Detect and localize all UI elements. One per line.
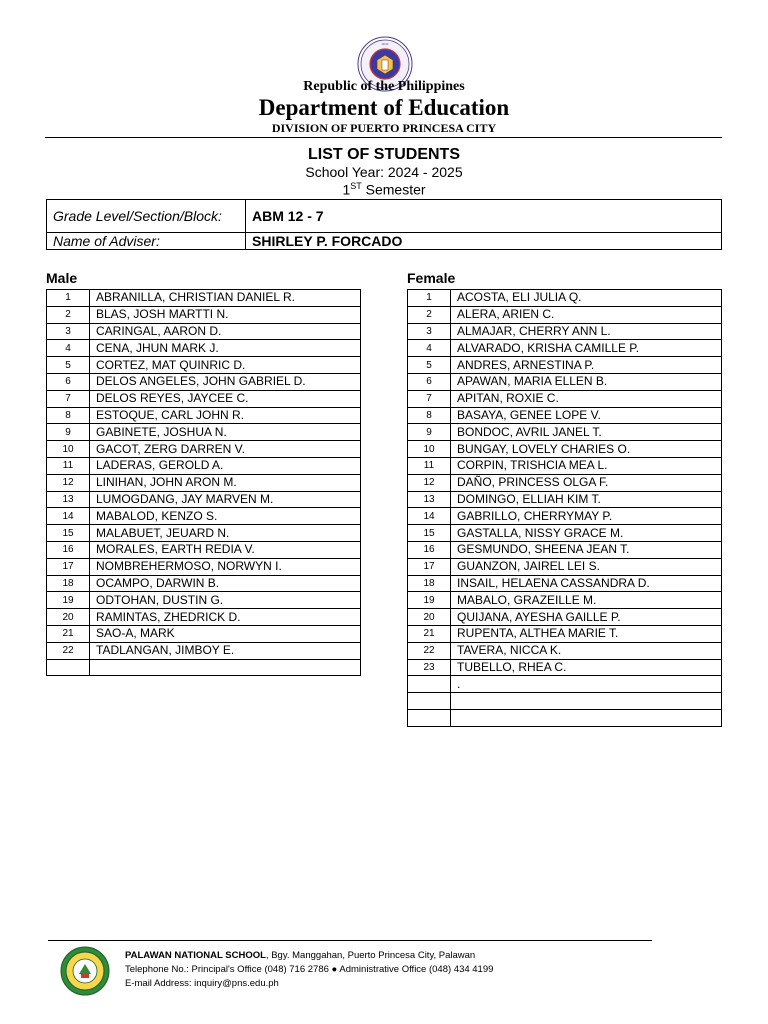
student-name: CORPIN, TRISHCIA MEA L. [451, 457, 722, 474]
student-name: TAVERA, NICCA K. [451, 642, 722, 659]
class-info-table [46, 199, 722, 250]
student-name: TUBELLO, RHEA C. [451, 659, 722, 676]
male-student-row [47, 357, 361, 374]
student-number: 14 [47, 508, 90, 525]
female-student-row [408, 407, 722, 424]
student-number: 20 [408, 609, 451, 626]
student-name: ACOSTA, ELI JULIA Q. [451, 290, 722, 307]
student-number: 16 [47, 541, 90, 558]
student-number: 6 [47, 373, 90, 390]
student-number: 22 [408, 642, 451, 659]
student-number: 5 [47, 357, 90, 374]
student-number: 18 [47, 575, 90, 592]
student-name: ALVARADO, KRISHA CAMILLE P. [451, 340, 722, 357]
student-name: BASAYA, GENEE LOPE V. [451, 407, 722, 424]
student-number: 10 [47, 441, 90, 458]
student-name: LINIHAN, JOHN ARON M. [90, 474, 361, 491]
student-number: 20 [47, 609, 90, 626]
student-name [451, 693, 722, 710]
female-student-row [408, 609, 722, 626]
student-name: LADERAS, GEROLD A. [90, 457, 361, 474]
student-number: 4 [47, 340, 90, 357]
student-name: GABRILLO, CHERRYMAY P. [451, 508, 722, 525]
student-name: . [451, 676, 722, 693]
student-name: DELOS ANGELES, JOHN GABRIEL D. [90, 373, 361, 390]
footer-telephone: Telephone No.: Principal's Office (048) 716 2786 ● Administrative Office (048) 434 4199 [125, 964, 494, 975]
student-number: 4 [408, 340, 451, 357]
student-number [47, 659, 90, 676]
footer-divider [48, 940, 652, 941]
student-name: DELOS REYES, JAYCEE C. [90, 390, 361, 407]
student-name: MABALO, GRAZEILLE M. [451, 592, 722, 609]
student-name: QUIJANA, AYESHA GAILLE P. [451, 609, 722, 626]
female-student-row [408, 592, 722, 609]
male-student-row [47, 609, 361, 626]
student-name: OCAMPO, DARWIN B. [90, 575, 361, 592]
student-number: 7 [408, 390, 451, 407]
student-number: 15 [47, 525, 90, 542]
republic-heading: Republic of the Philippines [303, 79, 465, 94]
male-student-row [47, 491, 361, 508]
student-name: MABALOD, KENZO S. [90, 508, 361, 525]
adviser-label: Name of Adviser: [47, 233, 246, 250]
male-student-row [47, 306, 361, 323]
student-name: APAWAN, MARIA ELLEN B. [451, 373, 722, 390]
student-number: 7 [47, 390, 90, 407]
male-student-row [47, 558, 361, 575]
student-number: 12 [408, 474, 451, 491]
male-student-row [47, 457, 361, 474]
student-name: CENA, JHUN MARK J. [90, 340, 361, 357]
male-student-row [47, 290, 361, 307]
svg-text:•••••: ••••• [381, 41, 389, 46]
student-number: 23 [408, 659, 451, 676]
student-number: 18 [408, 575, 451, 592]
male-heading: Male [46, 270, 78, 286]
student-number: 8 [47, 407, 90, 424]
male-student-row [47, 424, 361, 441]
student-name: INSAIL, HELAENA CASSANDRA D. [451, 575, 722, 592]
school-year: School Year: 2024 - 2025 [305, 164, 463, 180]
male-student-row [47, 373, 361, 390]
female-student-row [408, 424, 722, 441]
student-name: ODTOHAN, DUSTIN G. [90, 592, 361, 609]
student-number: 12 [47, 474, 90, 491]
female-student-row [408, 508, 722, 525]
student-name: SAO-A, MARK [90, 625, 361, 642]
male-student-row [47, 340, 361, 357]
male-student-row [47, 323, 361, 340]
male-student-row [47, 625, 361, 642]
male-student-row [47, 474, 361, 491]
student-number: 11 [47, 457, 90, 474]
female-student-row [408, 558, 722, 575]
semester-number: 1 [342, 181, 351, 198]
student-number: 19 [408, 592, 451, 609]
student-name: ALERA, ARIEN C. [451, 306, 722, 323]
student-name: GABINETE, JOSHUA N. [90, 424, 361, 441]
student-number: 21 [408, 625, 451, 642]
female-student-row [408, 290, 722, 307]
student-name: DOMINGO, ELLIAH KIM T. [451, 491, 722, 508]
male-student-row [47, 642, 361, 659]
division-heading: DIVISION OF PUERTO PRINCESA CITY [271, 121, 497, 135]
footer-school-name: PALAWAN NATIONAL SCHOOL [125, 950, 266, 961]
student-number: 13 [408, 491, 451, 508]
male-table [46, 289, 361, 676]
female-student-row [408, 474, 722, 491]
student-number: 14 [408, 508, 451, 525]
student-number [408, 709, 451, 726]
department-heading: Department of Education [258, 95, 510, 120]
student-name: CORTEZ, MAT QUINRIC D. [90, 357, 361, 374]
student-name: MORALES, EARTH REDIA V. [90, 541, 361, 558]
student-name: DAÑO, PRINCESS OLGA F. [451, 474, 722, 491]
female-student-row [408, 676, 722, 693]
semester [0, 181, 768, 198]
student-number: 3 [408, 323, 451, 340]
semester-ordinal: ST [350, 181, 362, 191]
student-name [90, 659, 361, 676]
student-number: 22 [47, 642, 90, 659]
female-student-row [408, 323, 722, 340]
student-number: 19 [47, 592, 90, 609]
student-name: BUNGAY, LOVELY CHARIES O. [451, 441, 722, 458]
male-student-row [47, 659, 361, 676]
female-student-row [408, 541, 722, 558]
male-student-row [47, 407, 361, 424]
footer-email: E-mail Address: inquiry@pns.edu.ph [125, 978, 279, 989]
student-name: NOMBREHERMOSO, NORWYN I. [90, 558, 361, 575]
female-student-row [408, 693, 722, 710]
student-number: 21 [47, 625, 90, 642]
student-number: 17 [47, 558, 90, 575]
student-number: 17 [408, 558, 451, 575]
adviser-value: SHIRLEY P. FORCADO [246, 233, 722, 250]
female-student-row [408, 357, 722, 374]
female-student-row [408, 441, 722, 458]
female-student-row [408, 642, 722, 659]
student-number: 1 [408, 290, 451, 307]
footer-address: , Bgy. Manggahan, Puerto Princesa City, Palawan [265, 950, 476, 961]
student-name: ESTOQUE, CARL JOHN R. [90, 407, 361, 424]
female-student-row [408, 625, 722, 642]
student-name: CARINGAL, AARON D. [90, 323, 361, 340]
female-student-row [408, 340, 722, 357]
grade-label: Grade Level/Section/Block: [47, 200, 246, 233]
student-name: LUMOGDANG, JAY MARVEN M. [90, 491, 361, 508]
student-name [451, 709, 722, 726]
female-student-row [408, 390, 722, 407]
student-name: GACOT, ZERG DARREN V. [90, 441, 361, 458]
student-number: 2 [408, 306, 451, 323]
student-number: 2 [47, 306, 90, 323]
student-number: 11 [408, 457, 451, 474]
student-number: 9 [47, 424, 90, 441]
grade-value: ABM 12 - 7 [246, 200, 722, 233]
student-name: RUPENTA, ALTHEA MARIE T. [451, 625, 722, 642]
student-number: 8 [408, 407, 451, 424]
female-student-row [408, 659, 722, 676]
female-student-row [408, 373, 722, 390]
student-number: 16 [408, 541, 451, 558]
student-number: 3 [47, 323, 90, 340]
school-seal-icon [55, 946, 115, 996]
footer-school-line [125, 949, 475, 963]
female-student-row [408, 525, 722, 542]
student-number [408, 693, 451, 710]
male-student-row [47, 441, 361, 458]
male-student-row [47, 575, 361, 592]
student-name: ALMAJAR, CHERRY ANN L. [451, 323, 722, 340]
student-number: 15 [408, 525, 451, 542]
student-name: MALABUET, JEUARD N. [90, 525, 361, 542]
male-student-row [47, 592, 361, 609]
student-name: GUANZON, JAIREL LEI S. [451, 558, 722, 575]
male-student-row [47, 390, 361, 407]
student-name: BLAS, JOSH MARTTI N. [90, 306, 361, 323]
student-name: TADLANGAN, JIMBOY E. [90, 642, 361, 659]
male-student-row [47, 525, 361, 542]
student-name: ANDRES, ARNESTINA P. [451, 357, 722, 374]
female-student-row [408, 306, 722, 323]
male-student-row [47, 508, 361, 525]
student-name: ABRANILLA, CHRISTIAN DANIEL R. [90, 290, 361, 307]
header-divider [45, 137, 722, 138]
female-student-row [408, 575, 722, 592]
student-name: RAMINTAS, ZHEDRICK D. [90, 609, 361, 626]
page-title: LIST OF STUDENTS [308, 146, 460, 163]
female-student-row [408, 709, 722, 726]
student-number: 6 [408, 373, 451, 390]
student-number: 1 [47, 290, 90, 307]
student-number: 5 [408, 357, 451, 374]
student-number [408, 676, 451, 693]
female-heading: Female [407, 270, 456, 286]
semester-label: Semester [361, 181, 426, 198]
student-number: 10 [408, 441, 451, 458]
female-table [407, 289, 722, 727]
student-name: BONDOC, AVRIL JANEL T. [451, 424, 722, 441]
female-student-row [408, 457, 722, 474]
student-name: GESMUNDO, SHEENA JEAN T. [451, 541, 722, 558]
student-name: GASTALLA, NISSY GRACE M. [451, 525, 722, 542]
male-student-row [47, 541, 361, 558]
student-name: APITAN, ROXIE C. [451, 390, 722, 407]
student-number: 13 [47, 491, 90, 508]
female-student-row [408, 491, 722, 508]
student-number: 9 [408, 424, 451, 441]
